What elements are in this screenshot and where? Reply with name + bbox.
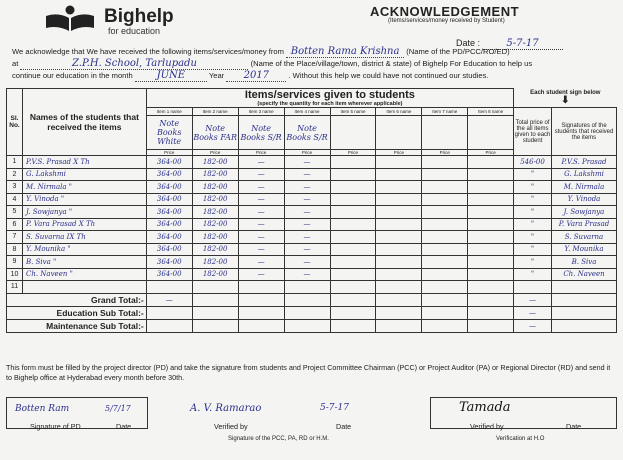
row-number: 11 [7, 281, 23, 294]
totals-cell [146, 319, 192, 332]
item3-price: — [238, 218, 284, 231]
items-heading [146, 89, 513, 108]
year-label: Year [208, 71, 225, 80]
item4-price: — [284, 218, 330, 231]
item5-price [330, 156, 376, 169]
item7-price [422, 281, 468, 294]
totals-cell [468, 319, 514, 332]
pd-signature-label: Signature of PD [30, 422, 81, 431]
item4-price: — [284, 268, 330, 281]
item8-price [468, 243, 514, 256]
item3-price [238, 281, 284, 294]
item5-price [330, 168, 376, 181]
verified-by-label: Verified by [214, 422, 248, 431]
ho-verified-by-label: Verified by [470, 422, 504, 431]
totals-cell [376, 293, 422, 306]
verify-caption: Signature of the PCC, PA, RD or H.M. [228, 436, 329, 442]
item5-price [330, 243, 376, 256]
item-value: Note Books FAR [192, 116, 238, 150]
col-total-header: Total price of the all items given to each student [514, 108, 552, 156]
student-signature: M. Nirmala [552, 181, 617, 194]
item3-price: — [238, 268, 284, 281]
item4-price: — [284, 193, 330, 206]
items-table [6, 88, 617, 333]
item5-price [330, 193, 376, 206]
totals-cell [552, 306, 617, 319]
totals-cell [376, 306, 422, 319]
item5-price [330, 206, 376, 219]
item8-price [468, 193, 514, 206]
totals-cell [238, 306, 284, 319]
table-row [7, 231, 617, 244]
bighelp-logo-icon [42, 4, 98, 32]
table-row [7, 268, 617, 281]
verifier-signature: A. V. Ramarao [190, 403, 262, 414]
item8-price [468, 256, 514, 269]
date-value: 5-7-17 [483, 38, 563, 50]
item7-price [422, 193, 468, 206]
item6-price [376, 256, 422, 269]
verify-date-label: Date [336, 422, 352, 431]
row-number: 9 [7, 256, 23, 269]
student-name: P.V.S. Prasad X Th [22, 156, 146, 169]
table-row [7, 156, 617, 169]
item3-price: — [238, 231, 284, 244]
item8-price [468, 281, 514, 294]
item8-price [468, 231, 514, 244]
item6-price [376, 156, 422, 169]
price-label: Price [238, 150, 284, 156]
table-row [7, 218, 617, 231]
item5-price [330, 268, 376, 281]
item2-price: 182-00 [192, 268, 238, 281]
totals-cell [376, 319, 422, 332]
item8-price [468, 206, 514, 219]
grand-total-row [7, 293, 617, 306]
price-label: Price [468, 150, 514, 156]
student-name: S. Suvarna IX Th [22, 231, 146, 244]
student-name: P. Vara Prasad X Th [22, 218, 146, 231]
totals-cell [330, 319, 376, 332]
totals-cell [192, 319, 238, 332]
totals-cell [468, 293, 514, 306]
intro-text-3: (Name of the Place/village/town, district & state) of Bighelp For Education to help us [250, 59, 533, 68]
student-name: J. Sowjanya " [22, 206, 146, 219]
item5-price [330, 218, 376, 231]
totals-cell: — [146, 293, 192, 306]
pd-signature-date: 5/7/17 [105, 404, 131, 413]
student-name: Y. Vinoda " [22, 193, 146, 206]
totals-label: Maintenance Sub Total:- [7, 319, 147, 332]
student-signature: P.V.S. Prasad [552, 156, 617, 169]
items-heading-text: Items/services given to students [244, 89, 415, 101]
totals-cell [330, 293, 376, 306]
item-value [376, 116, 422, 150]
total-price: " [514, 206, 552, 219]
item-name-header: Item 7 name [422, 108, 468, 116]
totals-cell [330, 306, 376, 319]
item7-price [422, 243, 468, 256]
item8-price [468, 218, 514, 231]
totals-cell [552, 319, 617, 332]
totals-cell [238, 319, 284, 332]
item6-price [376, 243, 422, 256]
item7-price [422, 181, 468, 194]
col-sno-header: SI. No. [7, 89, 23, 156]
item-name-header: Item 6 name [376, 108, 422, 116]
item1-price [146, 281, 192, 294]
page-subtitle: (Items/services/money received by Student) [388, 18, 505, 24]
table-row [7, 193, 617, 206]
student-signature: S. Suvarna [552, 231, 617, 244]
item2-price: 182-00 [192, 231, 238, 244]
price-label: Price [284, 150, 330, 156]
item3-price: — [238, 168, 284, 181]
sign-below-note [514, 89, 617, 108]
intro-text-4: continue our education in the month [12, 71, 133, 80]
item3-price: — [238, 156, 284, 169]
item1-price: 364-00 [146, 168, 192, 181]
item5-price [330, 281, 376, 294]
table-row [7, 243, 617, 256]
intro-text-5: . Without this help we could have not continued our studies. [288, 71, 489, 80]
price-label: Price [330, 150, 376, 156]
item8-price [468, 181, 514, 194]
row-number: 4 [7, 193, 23, 206]
item3-price: — [238, 256, 284, 269]
items-subheading: (specify the quantity for each item wherever applicable) [257, 101, 403, 107]
item6-price [376, 168, 422, 181]
table-row [7, 281, 617, 294]
item-value [468, 116, 514, 150]
item6-price [376, 181, 422, 194]
table-row [7, 168, 617, 181]
verify-signature-box [180, 397, 386, 427]
totals-cell: — [514, 306, 552, 319]
ho-date-label: Date [566, 422, 582, 431]
total-price: 546-00 [514, 156, 552, 169]
student-name: Y. Mounika " [22, 243, 146, 256]
place-name: Z.P.H. School, Tarlupadu [20, 58, 248, 70]
item-name-header: Item 3 name [238, 108, 284, 116]
totals-cell [238, 293, 284, 306]
date-label: Date : [456, 38, 481, 48]
item6-price [376, 218, 422, 231]
education-subtotal-row [7, 306, 617, 319]
total-price: " [514, 193, 552, 206]
pd-date-label: Date [116, 422, 132, 431]
item3-price: — [238, 181, 284, 194]
item-value [330, 116, 376, 150]
item2-price: 182-00 [192, 243, 238, 256]
item3-price: — [238, 206, 284, 219]
row-number: 6 [7, 218, 23, 231]
ho-signature: Tamada [459, 400, 511, 415]
student-signature: P. Vara Prasad [552, 218, 617, 231]
item8-price [468, 268, 514, 281]
item3-price: — [238, 193, 284, 206]
total-price: " [514, 243, 552, 256]
item-name-header: Item 1 name [146, 108, 192, 116]
item4-price: — [284, 231, 330, 244]
row-number: 8 [7, 243, 23, 256]
item4-price: — [284, 243, 330, 256]
student-name: G. Lakshmi [22, 168, 146, 181]
item2-price: 182-00 [192, 193, 238, 206]
page-title: ACKNOWLEDGEMENT [370, 4, 520, 19]
verifier-date: 5-7-17 [320, 403, 349, 413]
ho-caption: Verification at H.O [496, 436, 545, 442]
item2-price: 182-00 [192, 206, 238, 219]
item2-price: 182-00 [192, 181, 238, 194]
item6-price [376, 231, 422, 244]
totals-cell [192, 293, 238, 306]
item2-price: 182-00 [192, 256, 238, 269]
item4-price: — [284, 256, 330, 269]
item7-price [422, 206, 468, 219]
item4-price: — [284, 181, 330, 194]
item1-price: 364-00 [146, 256, 192, 269]
item-value: Note Books S/R [284, 116, 330, 150]
item7-price [422, 268, 468, 281]
item5-price [330, 181, 376, 194]
student-name [22, 281, 146, 294]
totals-cell [284, 306, 330, 319]
item2-price: 182-00 [192, 218, 238, 231]
item1-price: 364-00 [146, 218, 192, 231]
brand-name: Bighelp [104, 6, 174, 27]
item4-price [284, 281, 330, 294]
item-name-header: Item 5 name [330, 108, 376, 116]
ho-verification-box [430, 397, 617, 429]
row-number: 1 [7, 156, 23, 169]
item2-price [192, 281, 238, 294]
item-name-header: Item 2 name [192, 108, 238, 116]
pd-name: Botten Rama Krishna [286, 46, 404, 58]
row-number: 7 [7, 231, 23, 244]
item4-price: — [284, 156, 330, 169]
price-label: Price [192, 150, 238, 156]
col-signatures-header: Signatures of the students that received the items [552, 108, 617, 156]
item6-price [376, 268, 422, 281]
totals-cell [284, 319, 330, 332]
intro-at: at [12, 59, 19, 68]
item4-price: — [284, 206, 330, 219]
item6-price [376, 281, 422, 294]
item7-price [422, 156, 468, 169]
item7-price [422, 256, 468, 269]
item2-price: 182-00 [192, 168, 238, 181]
item7-price [422, 218, 468, 231]
item2-price: 182-00 [192, 156, 238, 169]
item4-price: — [284, 168, 330, 181]
total-price: " [514, 256, 552, 269]
year-value: 2017 [226, 70, 286, 82]
item-name-header: Item 8 name [468, 108, 514, 116]
student-signature: G. Lakshmi [552, 168, 617, 181]
totals-cell [468, 306, 514, 319]
intro-text-2: (Name of the PD/PCC/RO/ED) [406, 47, 510, 56]
item1-price: 364-00 [146, 268, 192, 281]
maintenance-subtotal-row [7, 319, 617, 332]
price-label: Price [376, 150, 422, 156]
item3-price: — [238, 243, 284, 256]
item7-price [422, 231, 468, 244]
totals-cell [552, 293, 617, 306]
student-name: Ch. Naveen " [22, 268, 146, 281]
item1-price: 364-00 [146, 156, 192, 169]
item-value: Note Books S/R [238, 116, 284, 150]
item-value: Note Books White [146, 116, 192, 150]
totals-label: Education Sub Total:- [7, 306, 147, 319]
month-value: JUNE [135, 70, 207, 82]
item1-price: 364-00 [146, 243, 192, 256]
table-row [7, 256, 617, 269]
price-label: Price [146, 150, 192, 156]
totals-cell [284, 293, 330, 306]
student-signature: Y. Vinoda [552, 193, 617, 206]
item5-price [330, 256, 376, 269]
student-name: B. Siva " [22, 256, 146, 269]
totals-cell: — [514, 319, 552, 332]
price-label: Price [422, 150, 468, 156]
item8-price [468, 156, 514, 169]
totals-cell [422, 319, 468, 332]
item6-price [376, 193, 422, 206]
intro-text-1: We acknowledge that We have received the following items/services/money from [12, 47, 284, 56]
pd-signature: Botten Ram [15, 404, 70, 414]
item-value [422, 116, 468, 150]
sign-below-text: Each student sign below [530, 89, 601, 96]
row-number: 2 [7, 168, 23, 181]
item8-price [468, 168, 514, 181]
item7-price [422, 168, 468, 181]
item1-price: 364-00 [146, 181, 192, 194]
student-signature: Ch. Naveen [552, 268, 617, 281]
totals-label: Grand Total:- [7, 293, 147, 306]
item1-price: 364-00 [146, 231, 192, 244]
totals-cell [192, 306, 238, 319]
row-number: 10 [7, 268, 23, 281]
totals-cell: — [514, 293, 552, 306]
student-signature [552, 281, 617, 294]
table-row [7, 181, 617, 194]
total-price: " [514, 168, 552, 181]
total-price: " [514, 181, 552, 194]
totals-cell [422, 306, 468, 319]
item1-price: 364-00 [146, 206, 192, 219]
totals-cell [422, 293, 468, 306]
student-signature: B. Siva [552, 256, 617, 269]
row-number: 5 [7, 206, 23, 219]
item6-price [376, 206, 422, 219]
item-name-header: Item 4 name [284, 108, 330, 116]
item5-price [330, 231, 376, 244]
student-name: M. Nirmala " [22, 181, 146, 194]
total-price: " [514, 268, 552, 281]
student-signature: J. Sowjanya [552, 206, 617, 219]
instructions-note: This form must be filled by the project director (PD) and take the signature from students and Project Committee Chairman (PCC) or Project Auditor (PA) or Regional Director (RD) and send it to Bighelp office at Hyderabad every month before 30th. [6, 363, 611, 382]
brand-tagline: for education [108, 26, 161, 36]
intro-paragraph [12, 46, 612, 82]
down-arrow-icon: ⬇ [561, 94, 570, 106]
student-signature: Y. Mounika [552, 243, 617, 256]
row-number: 3 [7, 181, 23, 194]
total-price [514, 281, 552, 294]
total-price: " [514, 218, 552, 231]
table-row [7, 206, 617, 219]
col-names-header: Names of the students that received the items [22, 89, 146, 156]
item1-price: 364-00 [146, 193, 192, 206]
total-price: " [514, 231, 552, 244]
totals-cell [146, 306, 192, 319]
